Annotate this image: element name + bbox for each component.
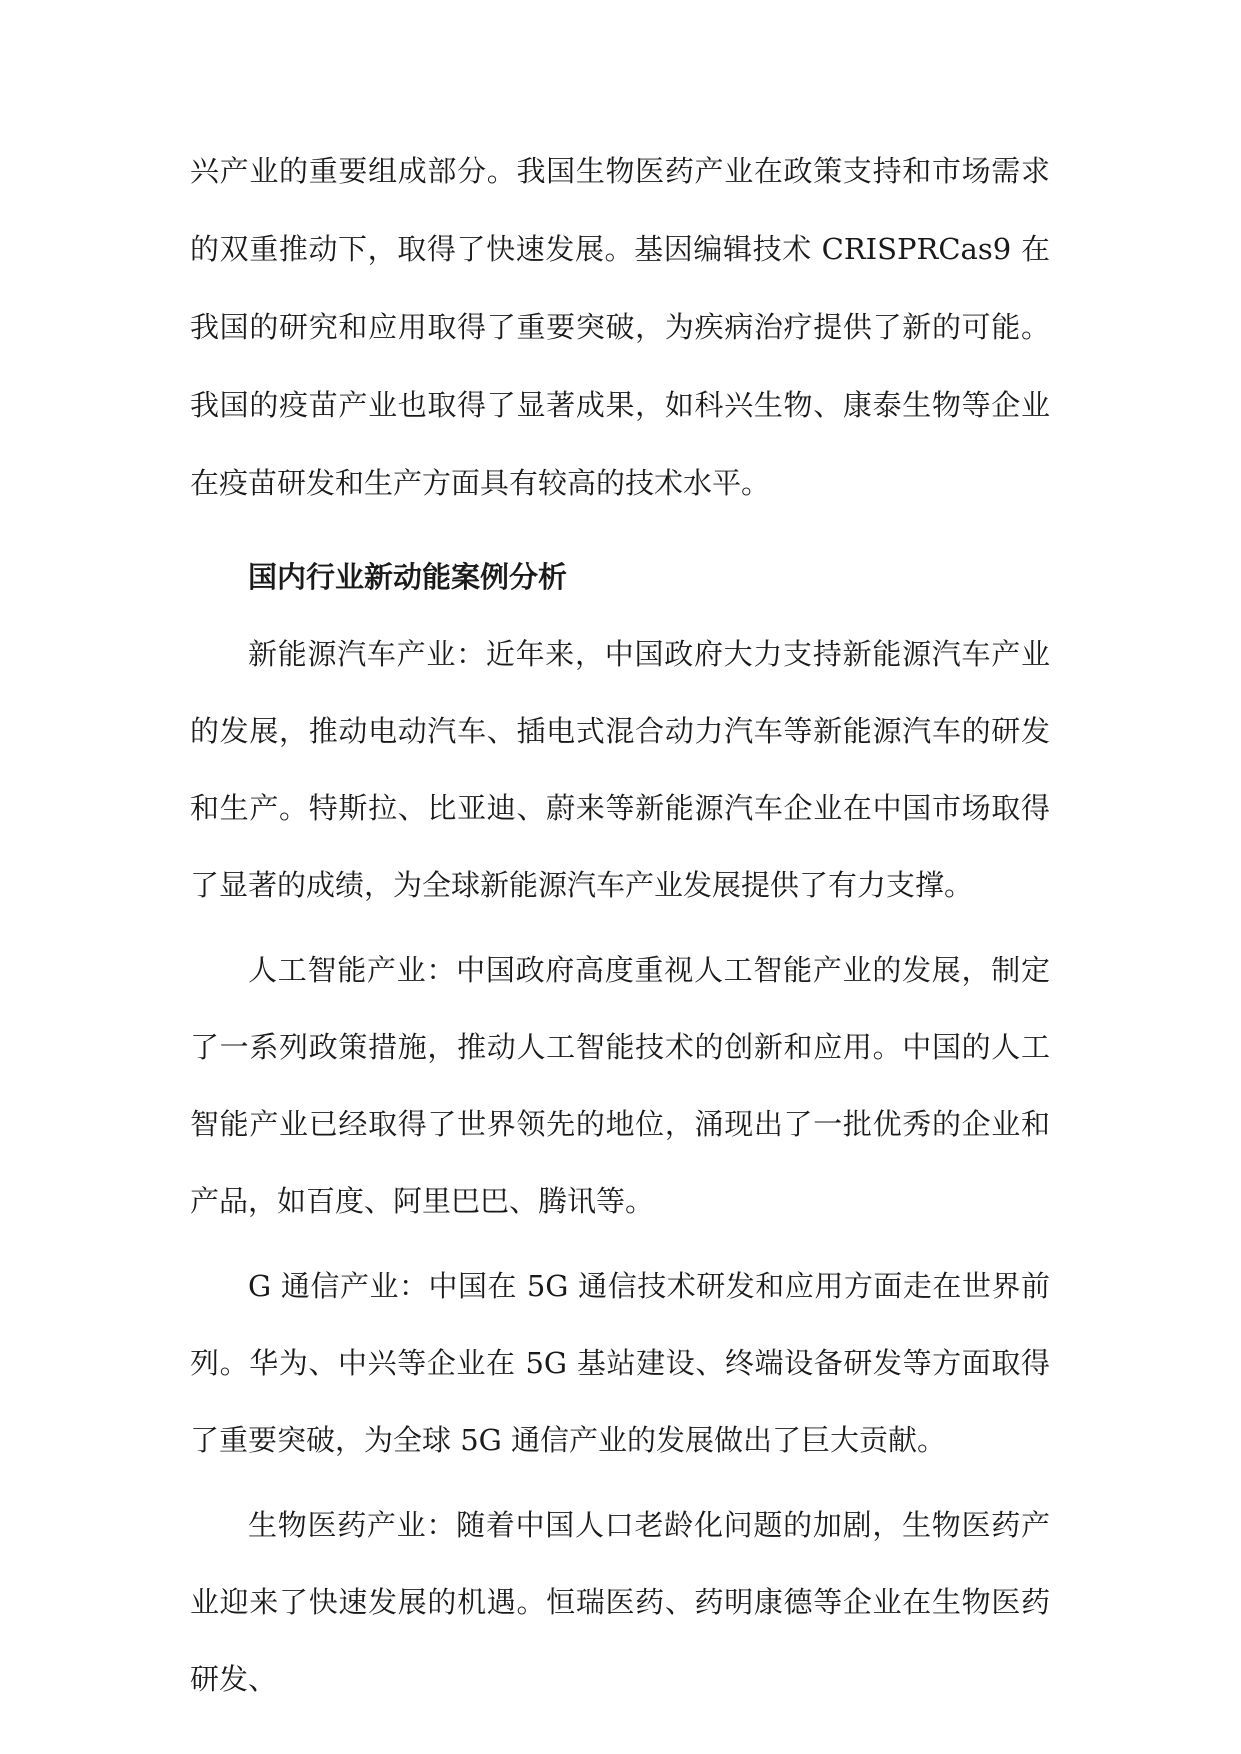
intro-paragraph: 兴产业的重要组成部分。我国生物医药产业在政策支持和市场需求的双重推动下，取得了快速发展。基因编辑技术 CRISPRCas9 在我国的研究和应用取得了重要突破，为疾病治疗提供了新的可能。我国的疫苗产业也取得了显著成果，如科兴生物、康泰生物等企业在疫苗研发和生产方面具有较高的技术水平。 <box>190 154 1050 500</box>
section-heading: 国内行业新动能案例分析 <box>248 560 568 594</box>
case-analysis-body <box>190 616 1050 1726</box>
paragraph-5g-communication: G 通信产业：中国在 5G 通信技术研发和应用方面走在世界前列。华为、中兴等企业在 5G 基站建设、终端设备研发等方面取得了重要突破，为全球 5G 通信产业的发展做出了巨大贡献。 <box>190 1269 1050 1457</box>
paragraph-new-energy-vehicles: 新能源汽车产业：近年来，中国政府大力支持新能源汽车产业的发展，推动电动汽车、插电式混合动力汽车等新能源汽车的研发和生产。特斯拉、比亚迪、蔚来等新能源汽车企业在中国市场取得了显著的成绩，为全球新能源汽车产业发展提供了有力支撑。 <box>190 637 1050 902</box>
paragraph-artificial-intelligence: 人工智能产业：中国政府高度重视人工智能产业的发展，制定了一系列政策措施，推动人工智能技术的创新和应用。中国的人工智能产业已经取得了世界领先的地位，涌现出了一批优秀的企业和产品，如百度、阿里巴巴、腾讯等。 <box>190 953 1050 1218</box>
paragraph-biomedicine: 生物医药产业：随着中国人口老龄化问题的加剧，生物医药产业迎来了快速发展的机遇。恒瑞医药、药明康德等企业在生物医药研发、 <box>190 1508 1050 1696</box>
